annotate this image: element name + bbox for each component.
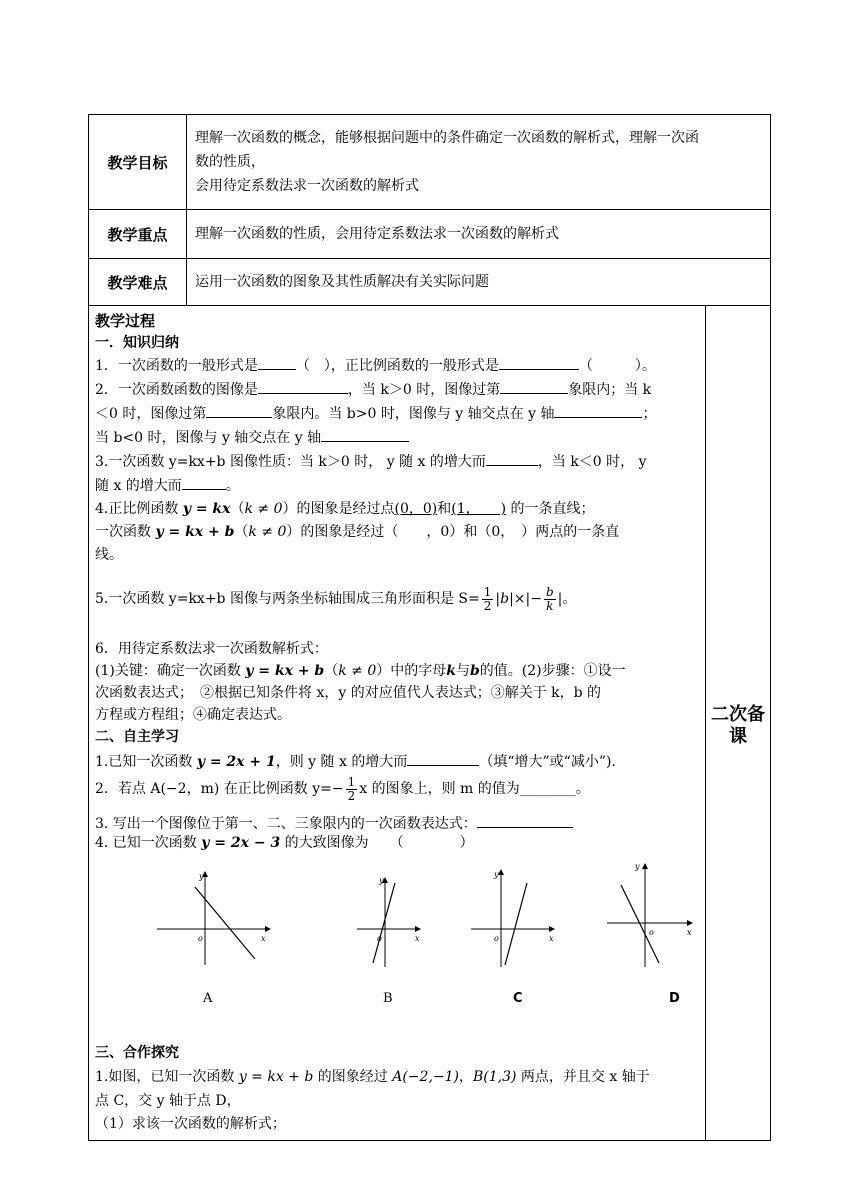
- goal-text: [187, 115, 771, 210]
- text: 和: [437, 501, 452, 517]
- goal-line-2: 数的性质，: [195, 154, 265, 170]
- graph-c: [469, 865, 559, 969]
- lesson-plan-table: [88, 114, 771, 1141]
- fraction-b-over-k: [544, 586, 556, 613]
- item-4-line-3: 线。: [95, 547, 123, 563]
- item-5: [95, 581, 576, 617]
- text: 5.一次函数 y=kx+b 图像与两条坐标轴围成三角形面积是 S=: [95, 591, 480, 607]
- row-difficulty: [89, 259, 771, 306]
- item-6: 6．用待定系数法求一次函数解析式：: [95, 641, 328, 657]
- text: (1)关键：确定一次函数: [95, 663, 246, 679]
- formula: y = kx: [182, 501, 231, 517]
- denominator: k: [546, 598, 554, 613]
- goal-line-1: 理解一次函数的概念，能够根据问题中的条件确定一次函数的解析式，理解一次函: [195, 130, 699, 146]
- option-c-label[interactable]: C: [513, 991, 523, 1006]
- item-6-line-1: [95, 661, 626, 681]
- x-arrow: [415, 926, 421, 932]
- blank[interactable]: [182, 475, 226, 490]
- question-2: [95, 771, 590, 807]
- side-label-line-1: 二次备: [711, 704, 765, 725]
- point: (0，0): [394, 501, 438, 517]
- item-2-line-3: [95, 427, 409, 448]
- text: （填“增大”或“减小”).: [479, 754, 616, 770]
- x-arrow: [687, 920, 693, 926]
- question-4: [95, 833, 474, 853]
- text: ）的图象是经过（ ，0）和（0， ）两点的一条直: [286, 524, 620, 540]
- item-4-line-1: [95, 499, 595, 519]
- problem-1-part-1: （1）求该一次函数的解析式；: [95, 1116, 286, 1132]
- formula: y = 2x − 3: [201, 835, 281, 851]
- fraction-half: [346, 776, 358, 803]
- x-arrow: [265, 926, 271, 932]
- side-label-line-2: 课: [729, 726, 747, 747]
- process-title: 教学过程: [95, 312, 156, 330]
- point-a: A(−2,−1): [392, 1069, 459, 1085]
- text: 3. 写出一个图像位于第一、二、三象限内的一次函数表达式：: [95, 816, 477, 832]
- section-self-study: 二、自主学习: [95, 729, 179, 745]
- text: ，: [459, 1069, 473, 1085]
- text: 4.正比例函数: [95, 501, 183, 517]
- formula: y = 2x + 1: [196, 754, 276, 770]
- problem-1-line-1: [95, 1067, 650, 1087]
- formula: y = kx + b: [155, 524, 235, 540]
- text: 3.一次函数 y=kx+b 图像性质：当 k＞0 时， y 随 x 的增大而: [95, 454, 486, 470]
- question-3: [95, 813, 573, 834]
- graph-line: [195, 887, 255, 959]
- side-prep-column: [706, 306, 771, 1141]
- origin-label: o: [494, 934, 499, 943]
- text: ，则 y 随 x 的增大而: [275, 754, 408, 770]
- text: 1.如图，已知一次函数: [95, 1069, 239, 1085]
- blank[interactable]: [554, 403, 642, 418]
- blank[interactable]: [499, 355, 579, 370]
- process-cell: [89, 306, 706, 1141]
- x-label: x: [261, 934, 266, 943]
- formula: y = kx + b: [238, 1069, 314, 1085]
- text: （: [234, 524, 249, 540]
- text: ；: [642, 406, 657, 422]
- blank[interactable]: [477, 813, 573, 828]
- text: 象限内；当 k: [568, 382, 652, 398]
- option-a-label[interactable]: A: [203, 991, 213, 1006]
- blank[interactable]: [321, 427, 409, 442]
- blank[interactable]: [500, 379, 568, 394]
- formula: k ≠ 0: [248, 524, 287, 540]
- text: 随 x 的增大而: [95, 478, 182, 494]
- y-label: y: [494, 870, 499, 879]
- item-3-line-2: [95, 475, 240, 496]
- item-3-line-1: [95, 451, 647, 472]
- text: 的一条直线；: [506, 501, 595, 517]
- blank[interactable]: [258, 355, 296, 370]
- graph-line: [621, 885, 659, 963]
- text: ，当 k＜0 时， y: [537, 454, 647, 470]
- row-teaching-goal: [89, 115, 771, 210]
- key-label: 教学重点: [89, 210, 187, 259]
- y-arrow: [642, 863, 648, 869]
- item-2-line-2: [95, 403, 656, 424]
- text: （: [230, 501, 245, 517]
- fraction-half: [482, 586, 494, 613]
- numerator: b: [545, 584, 554, 599]
- text: 的值。(2)步骤：①设一: [479, 663, 626, 679]
- text: （ ）。: [578, 358, 656, 374]
- text: 两点，并且交 x 轴于: [516, 1069, 650, 1085]
- option-b-label[interactable]: B: [383, 991, 393, 1006]
- process-content: [89, 309, 705, 1137]
- text: 象限内。当 b>0 时，图像与 y 轴交点在 y 轴: [272, 406, 555, 422]
- row-key-point: [89, 210, 771, 259]
- y-label: y: [199, 872, 204, 881]
- x-label: x: [687, 928, 692, 937]
- graph-d: [605, 857, 695, 969]
- text: 2．一次函数函数的图像是: [95, 382, 258, 398]
- point-b: B(1,3): [473, 1069, 517, 1085]
- denominator: 2: [347, 788, 356, 803]
- item-4-line-2: [95, 522, 619, 542]
- item-2-line-1: [95, 379, 651, 400]
- origin-label: o: [198, 934, 203, 943]
- graph-a: [155, 869, 275, 969]
- text: 的图象经过: [313, 1069, 393, 1085]
- blank[interactable]: [258, 379, 348, 394]
- text: |。: [557, 591, 577, 607]
- blank[interactable]: [206, 403, 272, 418]
- numerator: 1: [483, 584, 492, 599]
- formula: y = kx + b: [245, 663, 325, 679]
- formula: k ≠ 0: [244, 501, 283, 517]
- text: 的大致图像为 （ ）: [280, 835, 474, 851]
- y-label: y: [635, 862, 640, 871]
- item-6-line-3: 方程或方程组；④确定表达式。: [95, 707, 291, 723]
- denominator: 2: [483, 598, 492, 613]
- origin-label: o: [377, 934, 382, 943]
- text: ＜0 时，图像过第: [95, 406, 207, 422]
- hard-text: 运用一次函数的图象及其性质解决有关实际问题: [187, 259, 771, 306]
- text: 2．若点 A(−2，m) 在正比例函数 y=−: [95, 781, 344, 797]
- question-1: [95, 751, 616, 772]
- goal-line-3: 会用待定系数法求一次函数的解析式: [195, 178, 419, 194]
- text: x 的图象上，则 m 的值为________。: [359, 781, 590, 797]
- y-arrow: [498, 869, 504, 875]
- graph-b: [355, 869, 425, 969]
- var-k: k: [446, 663, 456, 679]
- text: （ ），正比例函数的一般形式是: [295, 358, 499, 374]
- text: 一次函数: [95, 524, 156, 540]
- item-1: [95, 355, 656, 376]
- row-process: [89, 306, 771, 1141]
- text: 1．一次函数的一般形式是: [95, 358, 258, 374]
- text: 当 b<0 时，图像与 y 轴交点在 y 轴: [95, 430, 322, 446]
- text: （: [324, 663, 339, 679]
- text: ，当 k＞0 时，图像过第: [347, 382, 501, 398]
- formula: k ≠ 0: [338, 663, 377, 679]
- problem-1-line-2: 点 C，交 y 轴于点 D，: [95, 1093, 241, 1109]
- x-label: x: [549, 934, 554, 943]
- formula: |b|×|−: [495, 591, 542, 607]
- var-b: b: [469, 663, 480, 679]
- text: ）中的字母: [376, 663, 447, 679]
- section-cooperative: 三、合作探究: [95, 1045, 179, 1061]
- text: 与: [455, 663, 470, 679]
- section-knowledge: 一．知识归纳: [95, 335, 179, 351]
- graph-line: [373, 883, 395, 963]
- goal-label: 教学目标: [89, 115, 187, 210]
- hard-label: 教学难点: [89, 259, 187, 306]
- blank[interactable]: [486, 451, 538, 466]
- x-arrow: [549, 926, 555, 932]
- y-label: y: [379, 876, 384, 885]
- text: ）的图象是经过点: [282, 501, 395, 517]
- origin-label: o: [649, 928, 654, 937]
- point: (1， ): [451, 501, 507, 517]
- option-d-label[interactable]: D: [669, 991, 680, 1006]
- text: 4. 已知一次函数: [95, 835, 202, 851]
- numerator: 1: [347, 774, 356, 789]
- graph-line: [505, 883, 527, 965]
- text: 1.已知一次函数: [95, 754, 197, 770]
- text: 。: [225, 478, 240, 494]
- item-6-line-2: 次函数表达式； ②根据已知条件将 x，y 的对应值代人表达式；③解关于 k，b 的: [95, 685, 602, 701]
- blank[interactable]: [407, 751, 479, 766]
- x-label: x: [415, 934, 420, 943]
- key-text: 理解一次函数的性质，会用待定系数法求一次函数的解析式: [187, 210, 771, 259]
